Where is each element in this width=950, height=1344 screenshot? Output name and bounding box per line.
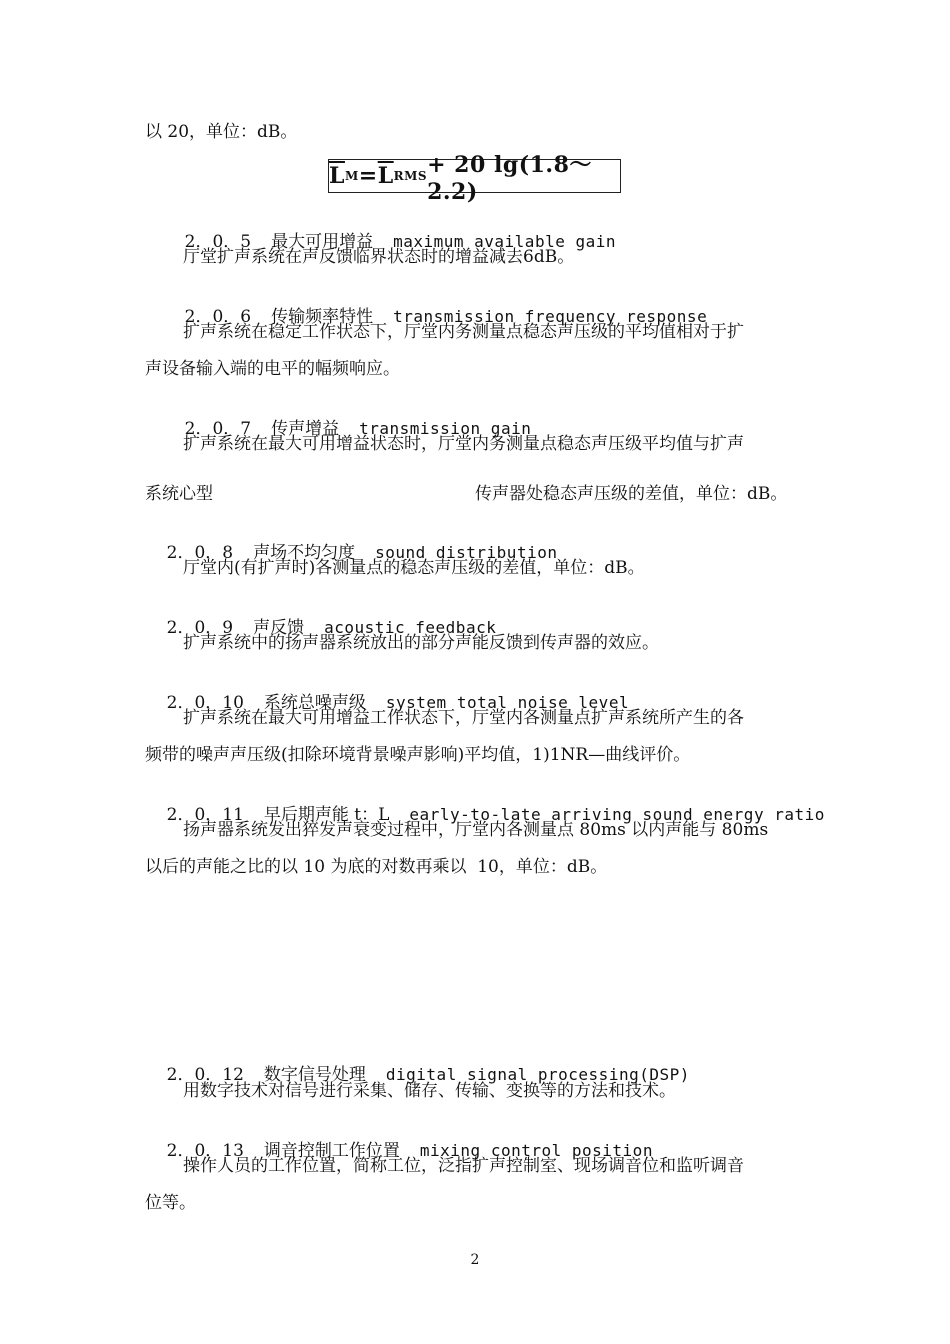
section-title-en: transmission gain (359, 419, 532, 438)
section-title-en: maximum available gain (393, 232, 616, 251)
section-number: 2．0．11 (166, 805, 244, 825)
section-number: 2．0．6 (184, 307, 252, 327)
section-title-en: digital signal processing(DSP) (385, 1065, 690, 1084)
section-title-cn: 传输频率特性 (271, 307, 374, 327)
section-title-cn: 声反馈 (253, 618, 305, 638)
text-line: 以 20，单位：dB。 (145, 122, 298, 142)
section-title-en: acoustic feedback (324, 618, 497, 637)
formula-lhs: $\overline{L}$ (329, 163, 345, 189)
formula-rhs-rest: + 20 lg(1.8～2.2) (427, 151, 592, 205)
text-line: 以后的声能之比的以 10 为底的对数再乘以 10，单位：dB。 (145, 857, 608, 877)
section-number: 2．0．10 (166, 693, 244, 713)
section-title-cn: 调音控制工作位置 (263, 1141, 400, 1161)
formula-rhs-sub: RMS (393, 169, 428, 183)
text-line: 扬声器系统发出猝发声衰变过程中，厅堂内各测量点 80ms 以内声能与 80ms (183, 820, 769, 840)
formula-eq: = (358, 163, 378, 189)
text-line: 频带的噪声声压级(扣除环境背景噪声影响)平均值，1)1NR—曲线评价。 (145, 745, 691, 765)
text-line: 扩声系统中的扬声器系统放出的部分声能反馈到传声器的效应。 (183, 633, 659, 653)
text-line: 厅堂内(有扩声时)各测量点的稳态声压级的差值，单位：dB。 (183, 558, 645, 578)
section-number: 2．0．9 (166, 618, 234, 638)
section-title-cn: 传声增益 (271, 419, 340, 439)
page-number: 2 (470, 1252, 480, 1268)
text-line: 声设备输入端的电平的幅频响应。 (145, 359, 400, 379)
section-number: 2．0．5 (184, 232, 252, 252)
formula (328, 151, 621, 205)
section-title-en: transmission frequency response (393, 307, 708, 326)
formula-lhs-sub: M (344, 169, 359, 183)
section-title-cn: 系统总噪声级 (263, 693, 366, 713)
section-title-en: sound distribution (375, 543, 558, 562)
text-line: 操作人员的工作位置，简称工位，泛指扩声控制室、现场调音位和监听调音 (183, 1156, 744, 1176)
formula-rhs: $\overline{L}$ (377, 163, 394, 189)
text-line: 传声器处稳态声压级的差值，单位：dB。 (475, 484, 788, 504)
text-line: 扩声系统在稳定工作状态下，厅堂内务测量点稳态声压级的平均值相对于扩 (183, 322, 744, 342)
text-line: 厅堂扩声系统在声反馈临界状态时的增益减去6dB。 (183, 247, 575, 267)
text-line: 位等。 (145, 1193, 196, 1213)
section-title-en: early-to-late arriving sound energy ratio (409, 805, 825, 824)
text-line: 扩声系统在最大可用增益状态时，厅堂内务测量点稳态声压级平均值与扩声 (183, 434, 744, 454)
section-title-cn: 早后期声能 t：L (263, 805, 390, 825)
section-title-cn: 最大可用增益 (271, 232, 374, 252)
text-line: 用数字技术对信号进行采集、储存、传输、变换等的方法和技术。 (183, 1081, 676, 1101)
section-number: 2．0．13 (166, 1141, 244, 1161)
section-title-cn: 数字信号处理 (263, 1065, 366, 1085)
section-number: 2．0．12 (166, 1065, 244, 1085)
section-number: 2．0．8 (166, 543, 234, 563)
section-title-cn: 声场不均匀度 (253, 543, 356, 563)
section-title-en: system total noise level (385, 693, 630, 712)
section-title-en: mixing control position (419, 1141, 653, 1160)
text-line: 扩声系统在最大可用增益工作状态下，厅堂内各测量点扩声系统所产生的各 (183, 708, 744, 728)
section-number: 2．0．7 (184, 419, 252, 439)
text-line: 系统心型 (145, 484, 213, 504)
